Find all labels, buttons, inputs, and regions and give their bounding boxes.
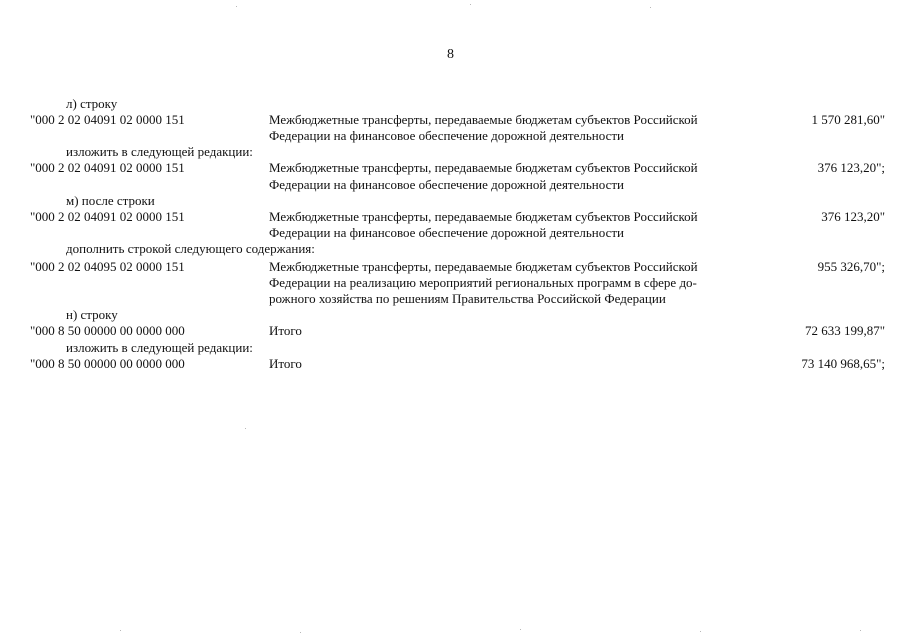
budget-code: "000 8 50 00000 00 0000 000	[30, 323, 185, 338]
description-line: рожного хозяйства по решениям Правительства Российской Федерации	[269, 291, 666, 306]
description-line: Федерации на реализацию мероприятий региональных программ в сфере до-	[269, 275, 697, 290]
amount-value: 376 123,20";	[817, 160, 885, 175]
description-line: Межбюджетные трансферты, передаваемые бюджетам субъектов Российской	[269, 209, 698, 224]
description-line: Межбюджетные трансферты, передаваемые бюджетам субъектов Российской	[269, 112, 698, 127]
description-line: Итого	[269, 323, 302, 338]
budget-code: "000 2 02 04091 02 0000 151	[30, 112, 185, 127]
budget-code: "000 2 02 04091 02 0000 151	[30, 160, 185, 175]
amount-value: 376 123,20"	[821, 209, 885, 224]
description-line: Федерации на финансовое обеспечение дорожной деятельности	[269, 177, 624, 192]
budget-code: "000 2 02 04091 02 0000 151	[30, 209, 185, 224]
description-line: Итого	[269, 356, 302, 371]
block-intro: дополнить строкой следующего содержания:	[66, 241, 315, 256]
description-line: Федерации на финансовое обеспечение дорожной деятельности	[269, 128, 624, 143]
amount-value: 955 326,70";	[817, 259, 885, 274]
block-intro: м) после строки	[66, 193, 155, 208]
amount-value: 72 633 199,87"	[804, 323, 885, 338]
description-line: Межбюджетные трансферты, передаваемые бюджетам субъектов Российской	[269, 259, 698, 274]
block-intro: изложить в следующей редакции:	[66, 340, 253, 355]
amount-value: 73 140 968,65";	[801, 356, 885, 371]
description-line: Федерации на финансовое обеспечение дорожной деятельности	[269, 225, 624, 240]
budget-code: "000 2 02 04095 02 0000 151	[30, 259, 185, 274]
amount-value: 1 570 281,60"	[811, 112, 885, 127]
block-intro: л) строку	[66, 96, 118, 111]
description-line: Межбюджетные трансферты, передаваемые бюджетам субъектов Российской	[269, 160, 698, 175]
block-intro: н) строку	[66, 307, 118, 322]
page-number: 8	[447, 47, 454, 62]
budget-code: "000 8 50 00000 00 0000 000	[30, 356, 185, 371]
block-intro: изложить в следующей редакции:	[66, 144, 253, 159]
